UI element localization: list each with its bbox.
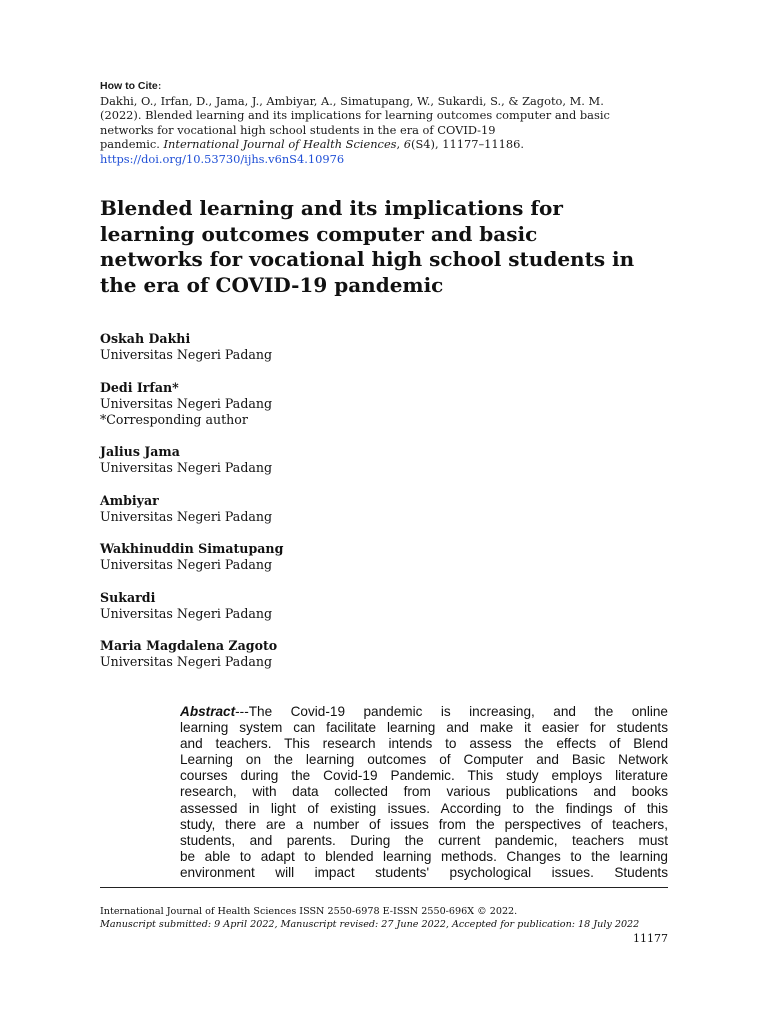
- citation-line-3: networks for vocational high school students in the era of COVID-19: [100, 122, 496, 137]
- author-entry: [100, 380, 500, 428]
- abstract-line: and teachers. This research intends to assess the effects of Blend: [180, 736, 668, 752]
- citation-issue-pages: (S4), 11177–11186.: [411, 137, 524, 152]
- abstract-block: [180, 704, 668, 881]
- abstract-line: [180, 704, 668, 720]
- citation-separator: ,: [396, 137, 404, 152]
- author-entry: [100, 493, 500, 525]
- author-affiliation: Universitas Negeri Padang: [100, 460, 273, 475]
- title-line-3: networks for vocational high school students in: [100, 247, 635, 271]
- author-name: Maria Magdalena Zagoto: [100, 638, 278, 653]
- doi-link[interactable]: https://doi.org/10.53730/ijhs.v6nS4.10976: [100, 151, 345, 166]
- abstract-line: assessed in light of existing issues. According to the findings of this: [180, 800, 668, 816]
- how-to-cite-colon: :: [157, 78, 162, 92]
- abstract-line-text: The Covid-19 pandemic is increasing, and the online: [248, 704, 668, 719]
- citation-line-4: [100, 137, 670, 152]
- author-affiliation: Universitas Negeri Padang: [100, 654, 273, 669]
- author-name: Sukardi: [100, 589, 156, 605]
- author-name: Dedi Irfan*: [100, 379, 179, 395]
- title-line-4: the era of COVID-19 pandemic: [100, 272, 444, 297]
- how-to-cite-label: How to Cite: [100, 80, 158, 92]
- abstract-line: Learning on the learning outcomes of Computer and Basic Network: [180, 752, 668, 768]
- title-line-1: Blended learning and its implications for: [100, 196, 563, 220]
- author-affiliation: Universitas Negeri Padang: [100, 508, 273, 524]
- author-entry: [100, 638, 500, 670]
- abstract-line: students, and parents. During the current pandemic, teachers must: [180, 832, 668, 848]
- citation-line-2: (2022). Blended learning and its implications for learning outcomes computer and basic: [100, 108, 610, 123]
- author-entry: [100, 444, 500, 476]
- citation-journal: International Journal of Health Sciences: [163, 137, 397, 152]
- corresponding-author-note: *Corresponding author: [100, 411, 248, 427]
- author-affiliation: Universitas Negeri Padang: [100, 605, 273, 621]
- author-name: Ambiyar: [100, 492, 159, 508]
- abstract-line: environment will impact students' psychological issues. Students: [180, 864, 668, 880]
- abstract-line: courses during the Covid-19 Pandemic. This study employs literature: [180, 768, 668, 784]
- author-entry: [100, 331, 500, 363]
- abstract-line: be able to adapt to blended learning methods. Changes to the learning: [180, 848, 668, 864]
- abstract-line: study, there are a number of issues from the perspectives of teachers,: [180, 816, 668, 832]
- author-affiliation: Universitas Negeri Padang: [100, 557, 273, 572]
- page-footer: [100, 905, 670, 931]
- paper-title: [100, 196, 700, 298]
- abstract-line: learning system can facilitate learning and make it easier for students: [180, 720, 668, 736]
- author-list: [100, 331, 500, 687]
- how-to-cite-block: [100, 78, 670, 167]
- author-entry: [100, 541, 500, 573]
- abstract-line: research, with data collected from various publications and books: [180, 784, 668, 800]
- footer-journal-info: International Journal of Health Sciences ISSN 2550-6978 E-ISSN 2550-696X © 2022.: [100, 906, 518, 917]
- title-line-2: learning outcomes computer and basic: [100, 221, 538, 246]
- author-affiliation: Universitas Negeri Padang: [100, 347, 273, 362]
- citation-volume: 6: [403, 137, 412, 152]
- author-name: Wakhinuddin Simatupang: [100, 541, 284, 556]
- footer-divider: [100, 887, 668, 888]
- footer-manuscript-dates: Manuscript submitted: 9 April 2022, Manuscript revised: 27 June 2022, Accepted for publication: 18 July 2022: [100, 919, 640, 930]
- author-name: Jalius Jama: [100, 444, 180, 459]
- author-affiliation: Universitas Negeri Padang: [100, 395, 273, 411]
- page-number: 11177: [633, 932, 668, 945]
- author-name: Oskah Dakhi: [100, 331, 191, 346]
- abstract-label: Abstract: [180, 704, 236, 719]
- citation-prefix: pandemic.: [100, 137, 164, 152]
- citation-line-1: Dakhi, O., Irfan, D., Jama, J., Ambiyar, A., Simatupang, W., Sukardi, S., & Zagoto, M. M.: [100, 93, 604, 108]
- author-entry: [100, 590, 500, 622]
- abstract-dashes: ---: [235, 704, 249, 719]
